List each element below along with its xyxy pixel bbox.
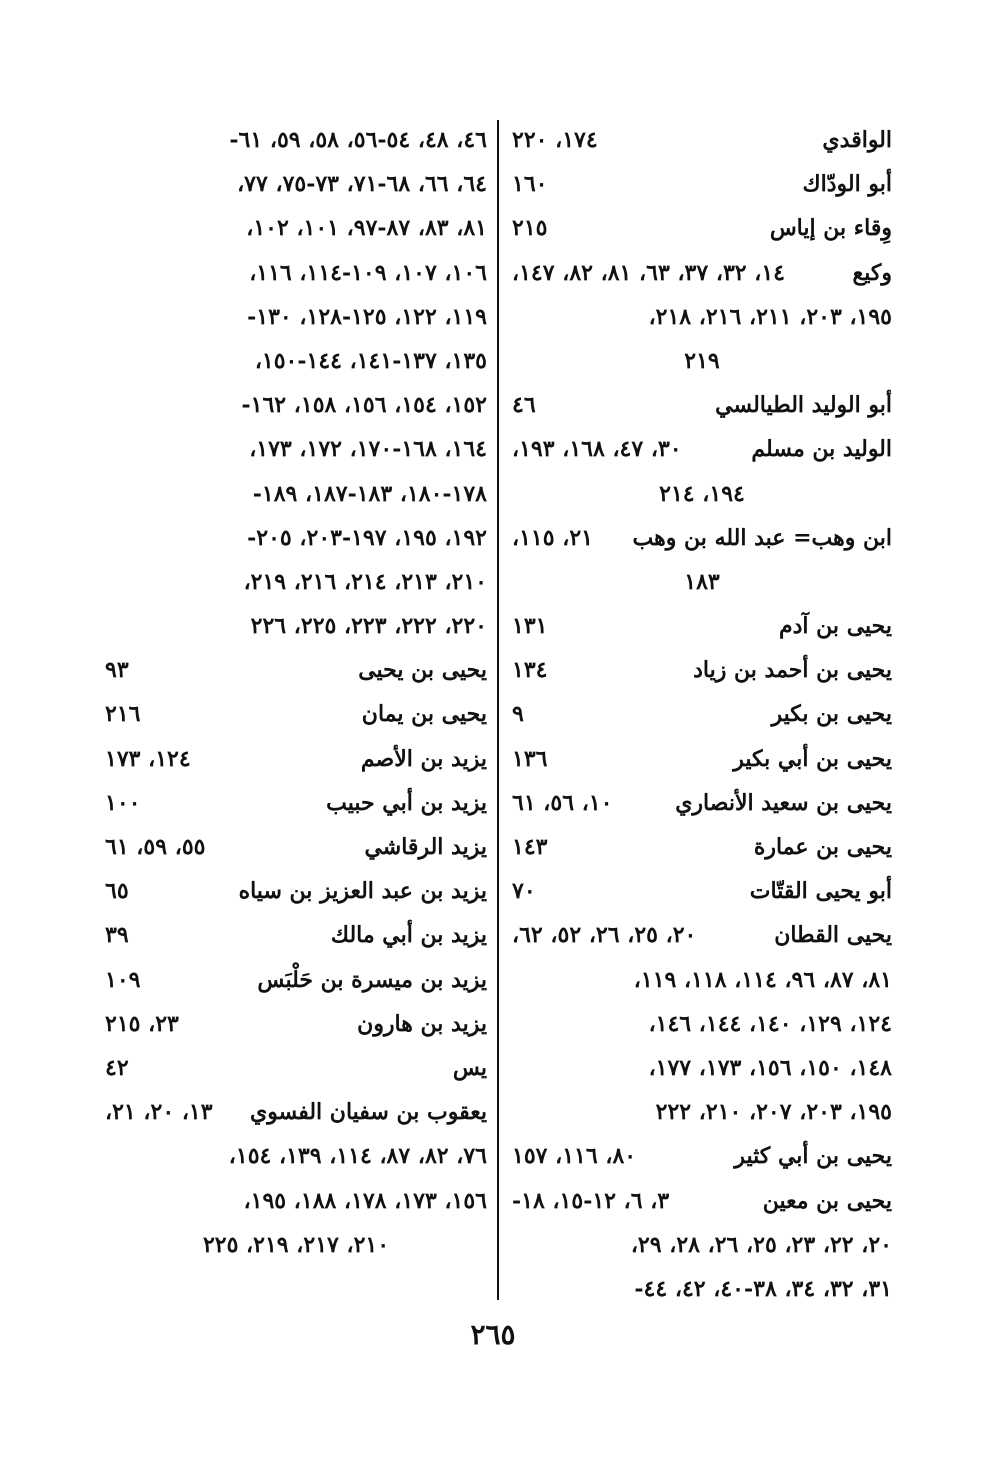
- entry-name: يحيى بن أحمد بن زياد: [693, 657, 892, 684]
- index-entry: [105, 825, 487, 869]
- entry-name: يزيد بن ميسرة بن حَلْبَس: [257, 966, 487, 993]
- entry-pages: ٢١٦: [105, 701, 141, 728]
- index-entry: [105, 958, 487, 1002]
- entry-continuation: ١٩٥، ٢٠٣، ٢١١، ٢١٦، ٢١٨،: [648, 303, 892, 330]
- entry-pages: ٢١، ١١٥،: [512, 524, 593, 551]
- entry-pages: ٩٣: [105, 657, 129, 684]
- entry-pages: ٦٥: [105, 878, 129, 905]
- entry-name: يحيى بن معين: [762, 1187, 892, 1214]
- entry-name: يحيى بن أبي كثير: [734, 1143, 892, 1170]
- entry-pages: ٣٩: [105, 922, 129, 949]
- entry-continuation: ٤٦، ٤٨، ٥٤-٥٦، ٥٨، ٥٩، ٦١-: [229, 127, 487, 153]
- index-entry: [512, 869, 892, 913]
- entry-pages: ٨٠، ١١٦، ١٥٧: [512, 1143, 637, 1170]
- index-entry: [512, 648, 892, 692]
- entry-continuation: ٢١٩: [684, 347, 720, 374]
- index-entry: [512, 1179, 892, 1223]
- index-entry: [105, 692, 487, 736]
- entry-name: يزيد بن هارون: [357, 1010, 487, 1037]
- index-entry: [105, 1046, 487, 1090]
- entry-continuation: ١٧٨-١٨٠، ١٨٣-١٨٧، ١٨٩-: [252, 480, 487, 507]
- entry-pages: ٥٥، ٥٩، ٦١: [105, 834, 206, 860]
- entry-continuation: ١٦٤، ١٦٨-١٧٠، ١٧٢، ١٧٣،: [249, 436, 487, 463]
- entry-name: وِقاء بن إياس: [769, 215, 892, 242]
- index-entry: [105, 737, 487, 781]
- entry-pages: ١٣٤: [512, 657, 548, 684]
- entry-name: يزيد بن الأصم: [360, 745, 487, 772]
- index-entry: [512, 118, 892, 162]
- entry-name: يحيى القطان: [774, 922, 892, 949]
- index-entry: [512, 825, 892, 869]
- entry-continuation: ٨١، ٨٣، ٨٧-٩٧، ١٠١، ١٠٢،: [246, 215, 487, 242]
- entry-name: يحيى بن يحيى: [358, 657, 487, 684]
- entry-name: أبو الوليد الطيالسي: [715, 392, 892, 419]
- entry-pages: ١٣٦: [512, 745, 548, 772]
- entry-continuation: ١٢٤، ١٢٩، ١٤٠، ١٤٤، ١٤٦،: [648, 1010, 892, 1037]
- index-entry: [512, 516, 892, 560]
- entry-name: يحيى بن سعيد الأنصاري: [675, 789, 892, 816]
- entry-pages: ١٣١: [512, 613, 548, 640]
- entry-pages: ١٣، ٢٠، ٢١،: [105, 1099, 213, 1126]
- entry-continuation: ١٤٨، ١٥٠، ١٥٦، ١٧٣، ١٧٧،: [648, 1054, 892, 1081]
- entry-pages: ٩: [512, 701, 524, 728]
- index-entry: [105, 1090, 487, 1134]
- entry-continuation: ١٥٦، ١٧٣، ١٧٨، ١٨٨، ١٩٥،: [243, 1187, 487, 1214]
- entry-name: يزيد بن أبي حبيب: [326, 789, 487, 816]
- entry-name: يحيى بن بكير: [771, 701, 892, 728]
- entry-pages: ١٠٩: [105, 966, 141, 993]
- entry-name: الواقدي: [822, 127, 892, 153]
- index-entry: [105, 781, 487, 825]
- entry-name: يزيد الرقاشي: [364, 834, 487, 860]
- index-column-right: [512, 118, 892, 1311]
- entry-continuation: ١٩٢، ١٩٥، ١٩٧-٢٠٣، ٢٠٥-: [247, 524, 487, 551]
- entry-continuation: ١٣٥، ١٣٧-١٤١، ١٤٤-١٥٠،: [254, 347, 487, 374]
- entry-pages: ٢٠، ٢٥، ٢٦، ٥٢، ٦٢،: [512, 922, 697, 949]
- entry-continuation: ١٩٤، ٢١٤: [659, 480, 745, 507]
- entry-name: يحيى بن آدم: [778, 613, 892, 640]
- entry-continuation: ١٠٦، ١٠٧، ١٠٩-١١٤، ١١٦،: [249, 259, 487, 286]
- entry-continuation: ١١٩، ١٢٢، ١٢٥-١٢٨، ١٣٠-: [247, 303, 487, 330]
- index-entry: [105, 648, 487, 692]
- entry-name: أبو يحيى القتّات: [749, 878, 892, 905]
- index-entry: [105, 913, 487, 957]
- entry-name: يحيى بن أبي بكير: [733, 745, 892, 772]
- index-entry: [512, 781, 892, 825]
- index-entry: [512, 692, 892, 736]
- entry-name: وكيع: [852, 259, 892, 286]
- entry-name: الوليد بن مسلم: [751, 436, 892, 463]
- entry-pages: ٢١٥: [512, 215, 548, 242]
- entry-pages: ٢٣، ٢١٥: [105, 1010, 179, 1037]
- entry-pages: ٣، ٦، ١٢-١٥، ١٨-: [512, 1187, 670, 1214]
- entry-continuation: ٢٠، ٢٢، ٢٣، ٢٥، ٢٦، ٢٨، ٢٩،: [630, 1231, 892, 1258]
- index-entry: [105, 869, 487, 913]
- entry-continuation: ١٩٥، ٢٠٣، ٢٠٧، ٢١٠، ٢٢٢: [655, 1099, 892, 1126]
- entry-pages: ١٦٠: [512, 171, 548, 198]
- entry-name: يزيد بن أبي مالك: [330, 922, 487, 949]
- entry-name: أبو الودّاك: [802, 171, 892, 198]
- entry-continuation: ٦٤، ٦٦، ٦٨-٧١، ٧٣-٧٥، ٧٧،: [237, 171, 487, 198]
- entry-name: ابن وهب= عبد الله بن وهب: [632, 524, 892, 551]
- entry-pages: ٣٠، ٤٧، ١٦٨، ١٩٣،: [512, 436, 682, 463]
- entry-pages: ٤٢: [105, 1054, 129, 1081]
- entry-continuation: ٨١، ٨٧، ٩٦، ١١٤، ١١٨، ١١٩،: [633, 966, 892, 993]
- index-entry: [512, 1134, 892, 1178]
- index-entry: [512, 913, 892, 957]
- entry-name: يزيد بن عبد العزيز بن سياه: [238, 878, 487, 905]
- entry-pages: ١٢٤، ١٧٣: [105, 745, 191, 772]
- index-entry: [512, 737, 892, 781]
- entry-pages: ١٠٠: [105, 789, 141, 816]
- entry-continuation: ٢٢٠، ٢٢٢، ٢٢٣، ٢٢٥، ٢٢٦: [250, 613, 487, 640]
- entry-pages: ٧٠: [512, 878, 536, 905]
- page-number: ٢٦٥: [470, 1318, 516, 1351]
- entry-pages: ١٤٣: [512, 834, 548, 860]
- entry-continuation: ٧٦، ٨٢، ٨٧، ١١٤، ١٣٩، ١٥٤،: [228, 1143, 487, 1170]
- entry-pages: ١٧٤، ٢٢٠: [512, 127, 598, 153]
- index-column-left: [105, 118, 487, 1267]
- index-entry: [512, 162, 892, 206]
- index-entry: [512, 604, 892, 648]
- entry-continuation: ١٥٢، ١٥٤، ١٥٦، ١٥٨، ١٦٢-: [241, 392, 487, 419]
- entry-continuation: ٢١٠، ٢١٣، ٢١٤، ٢١٦، ٢١٩،: [243, 568, 487, 595]
- entry-pages: ١٤، ٣٢، ٣٧، ٦٣، ٨١، ٨٢، ١٤٧،: [512, 259, 785, 286]
- entry-name: يعقوب بن سفيان الفسوي: [249, 1099, 487, 1126]
- entry-name: يحيى بن يمان: [361, 701, 487, 728]
- entry-continuation: ٣١، ٣٢، ٣٤، ٣٨-٤٠، ٤٢، ٤٤-: [634, 1275, 892, 1302]
- entry-continuation: ٢١٠، ٢١٧، ٢١٩، ٢٢٥: [202, 1231, 390, 1258]
- entry-pages: ٤٦: [512, 392, 536, 419]
- index-entry: [512, 206, 892, 250]
- entry-name: يس: [452, 1054, 487, 1081]
- index-entry: [105, 1002, 487, 1046]
- entry-continuation: ١٨٣: [684, 568, 720, 595]
- index-entry: [512, 251, 892, 295]
- entry-pages: ١٠، ٥٦، ٦١: [512, 789, 613, 816]
- index-entry: [512, 427, 892, 471]
- column-divider: [497, 120, 499, 1300]
- index-entry: [512, 383, 892, 427]
- entry-name: يحيى بن عمارة: [753, 834, 892, 860]
